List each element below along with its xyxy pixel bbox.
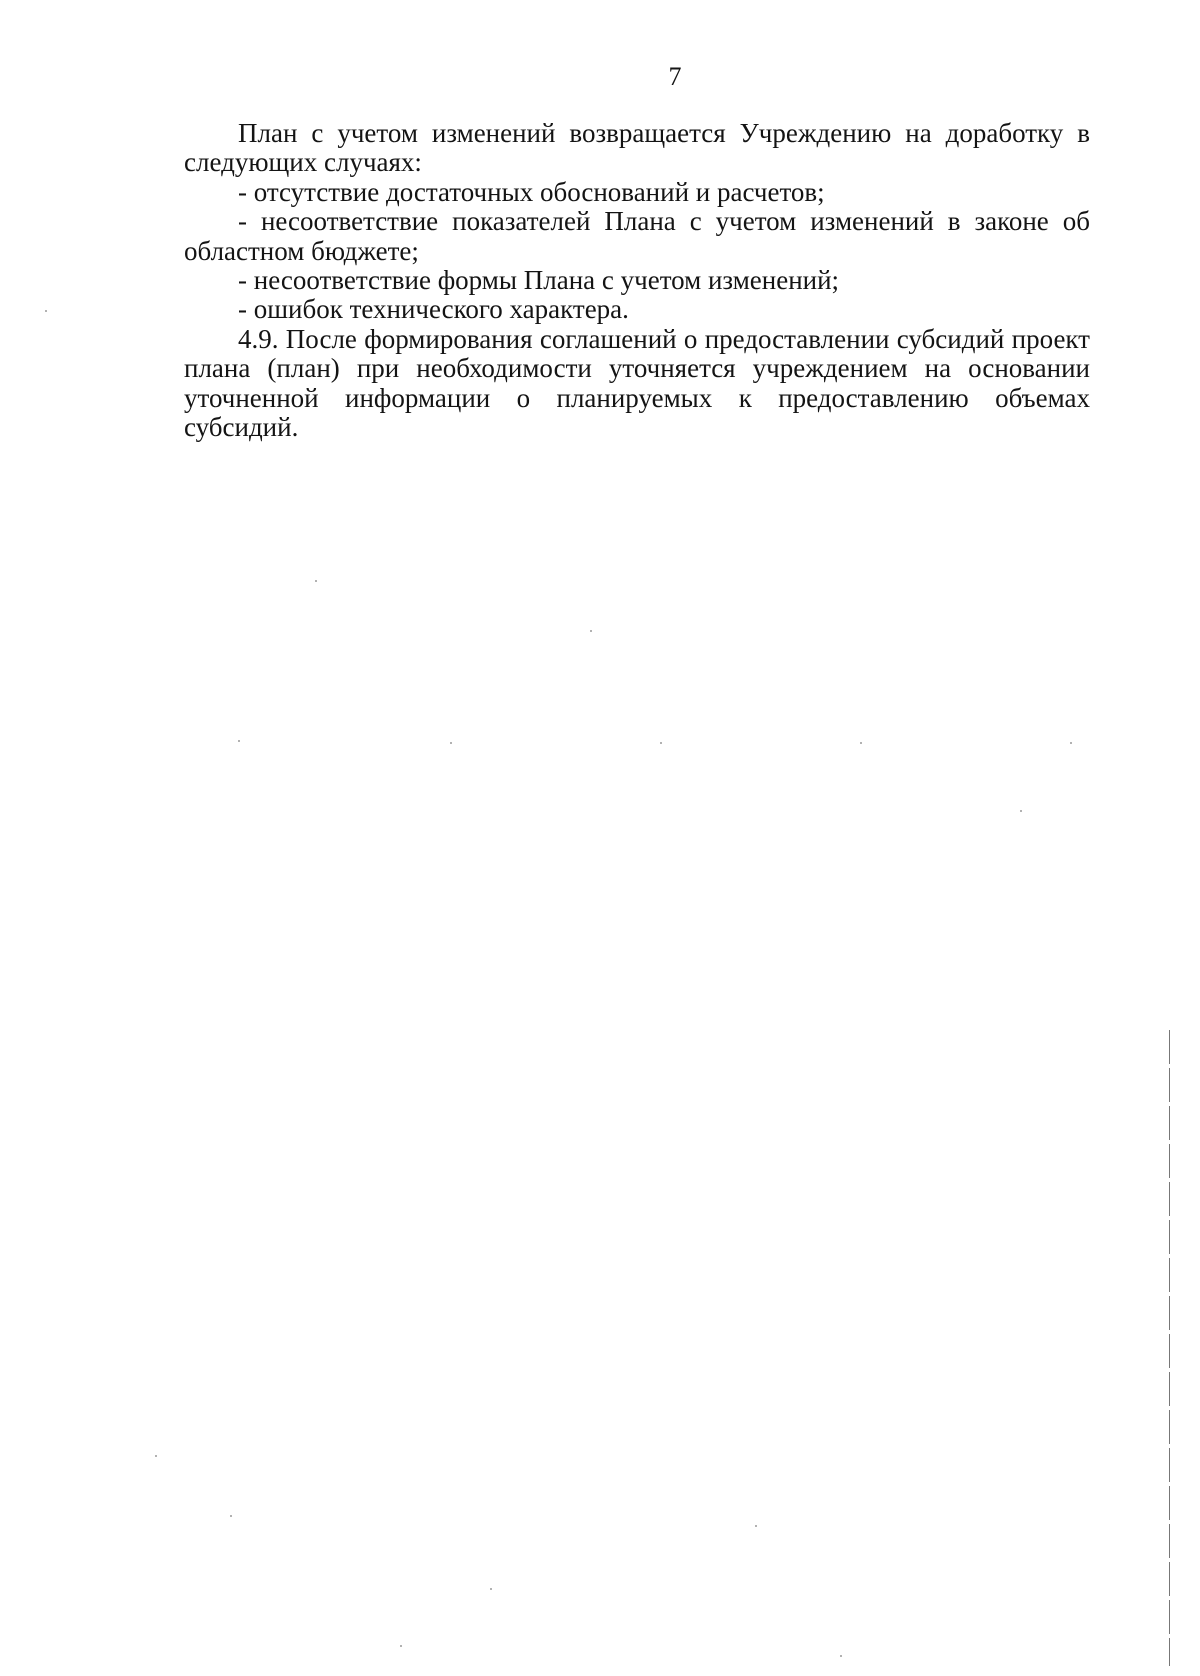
scan-speck	[840, 1655, 842, 1657]
list-item-technical-errors: - ошибок технического характера.	[238, 294, 629, 325]
scan-speck	[1070, 742, 1072, 744]
scan-edge-line	[1169, 1030, 1170, 1666]
paragraph-4-9: 4.9. После формирования соглашений о предоставлении субсидий проект плана (план) при необходимости уточняется учреждением на основании уточненной информации о планируемых к предоставлению объемах субсидий.	[184, 323, 1090, 443]
list-item-insufficient-justification: - отсутствие достаточных обоснований и расчетов;	[238, 176, 825, 207]
scan-speck	[755, 1525, 757, 1527]
scan-speck	[400, 1645, 402, 1647]
scan-speck	[155, 1455, 157, 1457]
scan-speck	[660, 742, 662, 744]
list-item-form-mismatch: - несоответствие формы Плана с учетом изменений;	[238, 265, 840, 296]
scan-speck	[45, 310, 47, 312]
scan-speck	[238, 740, 240, 742]
list-item-indicator-mismatch: - несоответствие показателей Плана с учетом изменений в законе об областном бюджете;	[184, 206, 1090, 266]
scan-speck	[590, 630, 592, 632]
paragraph-plan-return: План с учетом изменений возвращается Учреждению на доработку в следующих случаях:	[184, 118, 1090, 178]
scan-speck	[450, 742, 452, 744]
scan-speck	[490, 1588, 492, 1590]
scan-speck	[230, 1515, 232, 1517]
scan-speck	[860, 742, 862, 744]
document-body	[184, 119, 1090, 442]
scan-speck	[315, 580, 317, 582]
page-number: 7	[668, 62, 682, 91]
scan-speck	[1020, 810, 1022, 812]
